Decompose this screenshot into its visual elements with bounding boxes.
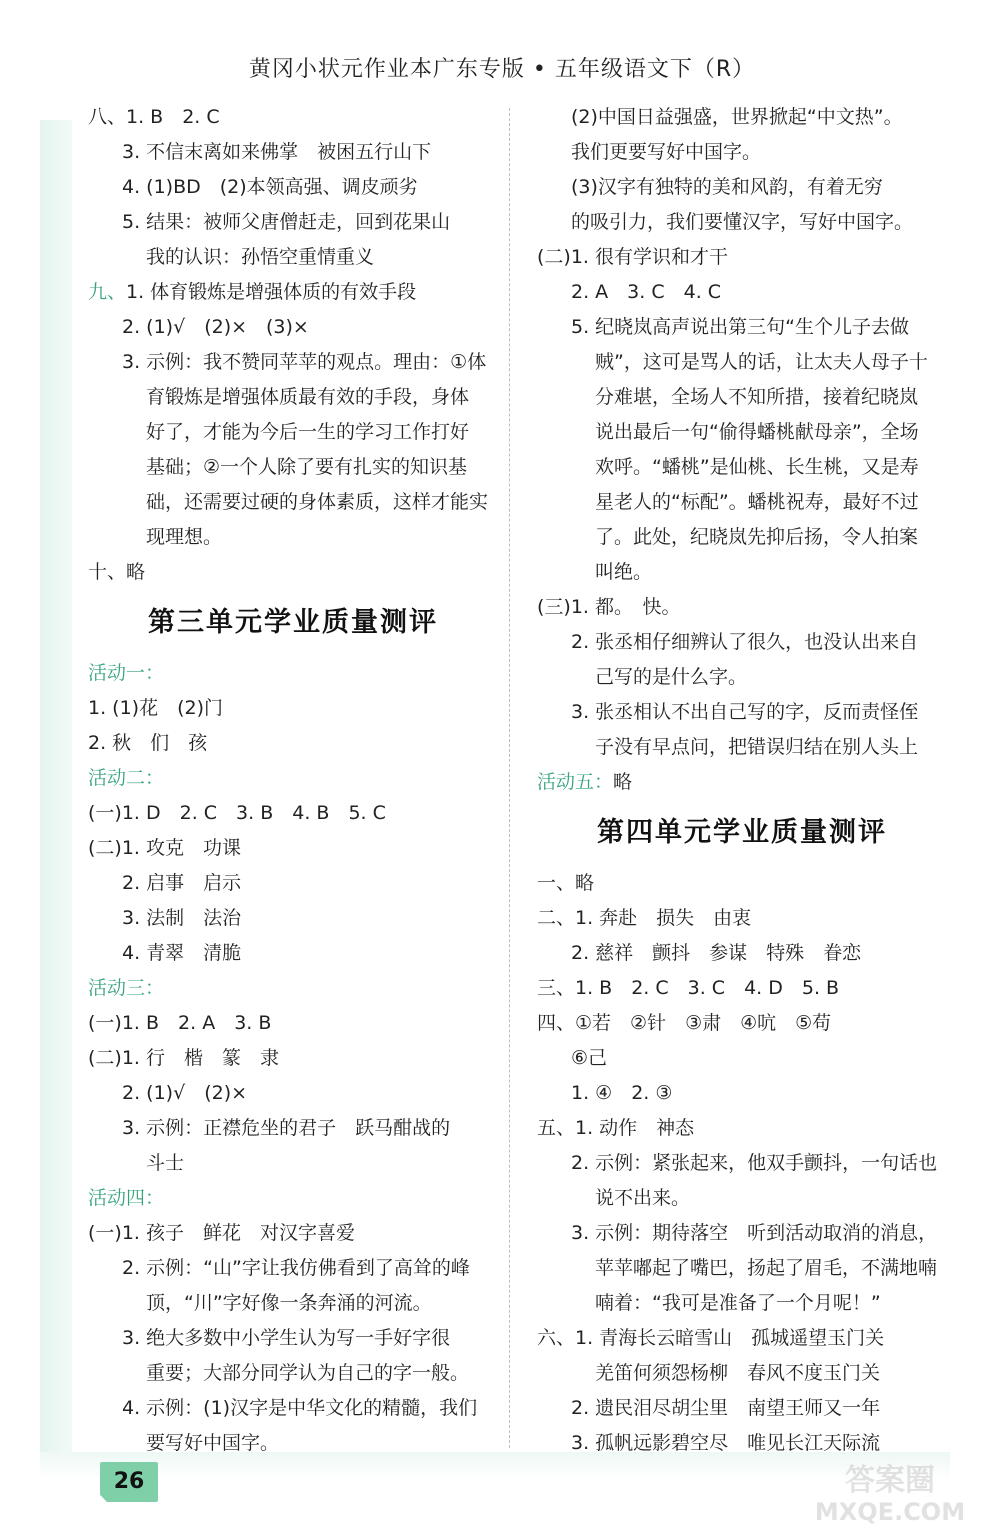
answer-line: 一、略 [537,872,595,894]
answer-line: 四、①若 ②针 ③肃 ④吭 ⑤苟 [537,1012,832,1034]
answer-line: 斗士 [146,1152,185,1174]
answer-line: 4. 青翠 清脆 [122,942,242,964]
answer-line: 3. 绝大多数中小学生认为写一手好字很 [122,1327,451,1349]
answer-line: 础，还需要过硬的身体素质，这样才能实 [146,491,489,513]
answer-line: (三)1. 都。 快。 [537,596,681,618]
answer-line: 说不出来。 [595,1187,691,1209]
answer-line: 八、1. B 2. C [88,106,220,128]
answer-line: (二)1. 很有学识和才干 [537,246,728,268]
left-column [88,100,498,1461]
answer-line: ⑥己 [571,1047,608,1069]
answer-line: (2)中国日益强盛，世界掀起“中文热”。 [571,106,903,128]
section-title: 第三单元学业质量测评 [148,607,438,638]
answer-line: (二)1. 攻克 功课 [88,837,241,859]
answer-line: 3. 法制 法治 [122,907,242,929]
answer-line: 要写好中国字。 [146,1432,280,1454]
answer-line: (二)1. 行 楷 篆 隶 [88,1047,279,1069]
answer-line: 说出最后一句“偷得蟠桃献母亲”，全场 [595,421,919,443]
answer-line: 贼”，这可是骂人的话，让太夫人母子十 [595,351,928,373]
answer-line: 3. 示例：正襟危坐的君子 跃马酣战的 [122,1117,451,1139]
answer-line: 喃着：“我可是准备了一个月呢！” [595,1292,881,1314]
answer-line: 现理想。 [146,526,223,548]
answer-line: 2. 示例：紧张起来，他双手颤抖，一句话也 [571,1152,938,1174]
answer-line: 己写的是什么字。 [595,666,748,688]
answer-line: 羌笛何须怨杨柳 春风不度玉门关 [595,1362,881,1384]
left-decor-band [40,120,72,1460]
answer-line: (一)1. D 2. C 3. B 4. B 5. C [88,802,386,824]
answer-line: 活动五：略 [537,771,633,793]
answer-line: 的吸引力，我们要懂汉字，写好中国字。 [571,211,914,233]
answer-line: 叫绝。 [595,561,653,583]
answer-line: 2. 张丞相仔细辨认了很久，也没认出来自 [571,631,919,653]
answer-line: 我的认识：孙悟空重情重义 [146,246,375,268]
answer-line: 3. 不信末离如来佛掌 被困五行山下 [122,141,432,163]
answer-line: 欢呼。“蟠桃”是仙桃、长生桃，又是寿 [595,456,919,478]
answer-line: 4. (1)BD (2)本领高强、调皮顽劣 [122,176,418,198]
watermark-text: 答案圈 [845,1463,935,1498]
answer-line: 3. 示例：期待落空 听到活动取消的消息， [571,1222,938,1244]
answer-line: 五、1. 动作 神态 [537,1117,695,1139]
answer-line: 4. 示例：(1)汉字是中华文化的精髓，我们 [122,1397,478,1419]
answer-line: 重要；大部分同学认为自己的字一般。 [146,1362,470,1384]
answer-line: 2. 慈祥 颤抖 参谋 特殊 眷恋 [571,942,862,964]
answer-line: 2. (1)√ (2)× [122,1082,248,1104]
answer-line: 5. 结果：被师父唐僧赶走，回到花果山 [122,211,451,233]
column-divider [509,108,510,1448]
answer-line: 3. 示例：我不赞同苹苹的观点。理由：①体 [122,351,487,373]
answer-line: 二、1. 奔赴 损失 由衷 [537,907,752,929]
answer-line: (一)1. B 2. A 3. B [88,1012,272,1034]
answer-line: 5. 纪晓岚高声说出第三句“生个儿子去做 [571,316,910,338]
answer-line: 2. (1)√ (2)× (3)× [122,316,309,338]
answer-line: 活动二： [88,767,165,789]
answer-line: 2. A 3. C 4. C [571,281,722,303]
answer-line: 好了，才能为今后一生的学习工作打好 [146,421,470,443]
answer-line: 顶，“川”字好像一条奔涌的河流。 [146,1292,432,1314]
answer-line: 活动四： [88,1187,165,1209]
answer-line: 2. 遗民泪尽胡尘里 南望王师又一年 [571,1397,881,1419]
answer-line: 十、略 [88,561,146,583]
right-column [537,100,947,1461]
answer-line: 育锻炼是增强体质最有效的手段，身体 [146,386,470,408]
answer-line: 九、1. 体育锻炼是增强体质的有效手段 [88,281,417,303]
answer-line: 了。此处，纪晓岚先抑后扬，令人拍案 [595,526,919,548]
answer-line: 基础；②一个人除了要有扎实的知识基 [146,456,468,478]
answer-line: 2. 示例：“山”字让我仿佛看到了高耸的峰 [122,1257,470,1279]
answer-line: 2. 启事 启示 [122,872,242,894]
answer-line: 分难堪，全场人不知所措，接着纪晓岚 [595,386,919,408]
answer-line: 六、1. 青海长云暗雪山 孤城遥望玉门关 [537,1327,885,1349]
watermark-url: MXQE.COM [814,1498,966,1526]
answer-line: (一)1. 孩子 鲜花 对汉字喜爱 [88,1222,355,1244]
answer-line: 1. ④ 2. ③ [571,1082,673,1104]
answer-line: 子没有早点问，把错误归结在别人头上 [595,736,919,758]
page-header: 黄冈小状元作业本广东专版 • 五年级语文下（R） [248,57,756,82]
watermark-logo [790,1458,990,1528]
answer-line: 3. 张丞相认不出自己写的字，反而责怪侄 [571,701,919,723]
section-title: 第四单元学业质量测评 [597,817,887,848]
answer-line: 苹苹嘟起了嘴巴，扬起了眉毛，不满地喃 [595,1257,938,1279]
answer-line: 2. 秋 们 孩 [88,732,208,754]
answer-line: 活动一： [88,662,165,684]
answer-line: 活动三： [88,977,165,999]
answer-line: 我们更要写好中国字。 [571,141,762,163]
answer-line: 1. (1)花 (2)门 [88,697,223,719]
answer-line: 三、1. B 2. C 3. C 4. D 5. B [537,977,840,999]
answer-line: 星老人的“标配”。蟠桃祝寿，最好不过 [595,491,919,513]
answer-line: (3)汉字有独特的美和风韵，有着无穷 [571,176,883,198]
answer-line: 3. 孤帆远影碧空尽 唯见长江天际流 [571,1432,881,1454]
page-number: 26 [113,1469,145,1494]
